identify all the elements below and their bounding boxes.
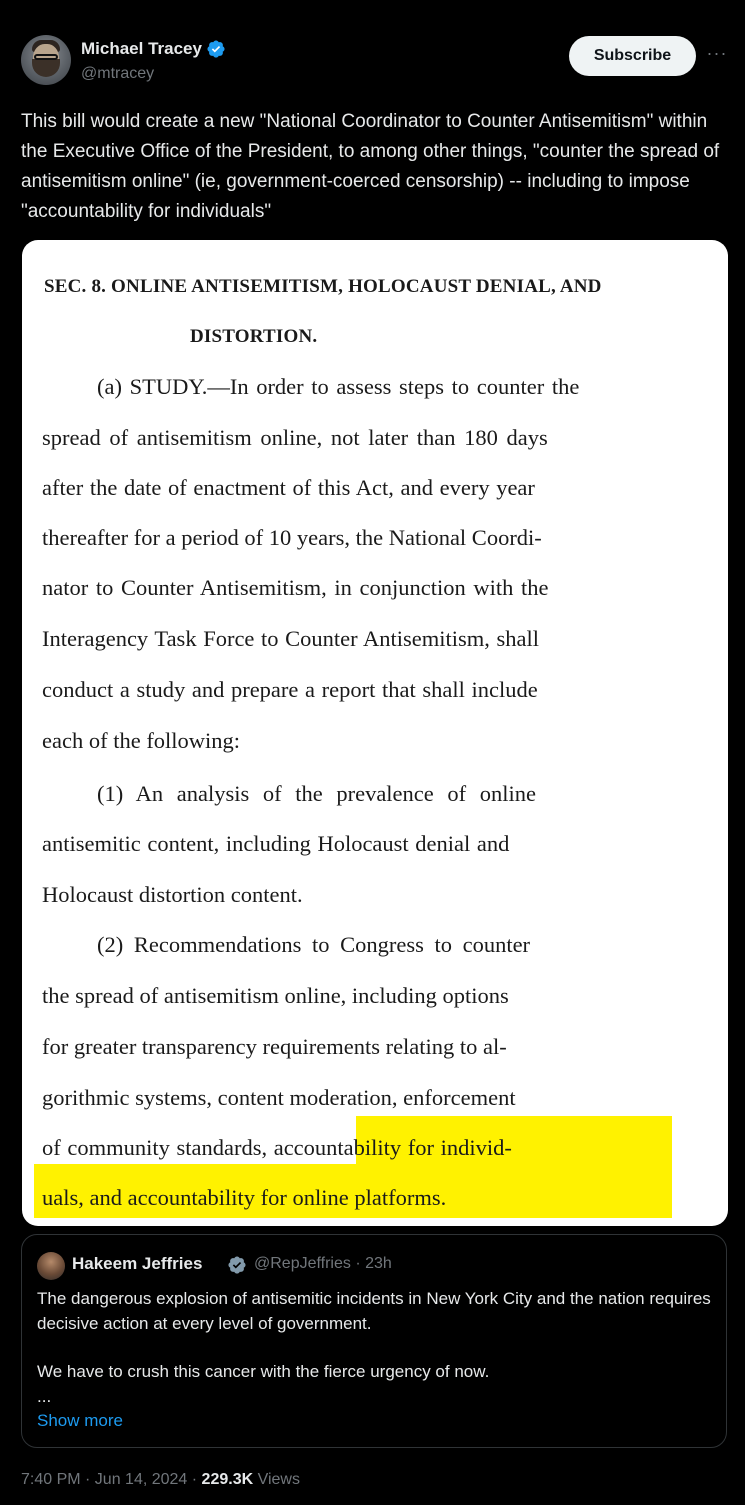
doc-line: Interagency Task Force to Counter Antisemitism, shall [42, 626, 540, 651]
doc-line: Holocaust distortion content. [42, 882, 303, 907]
doc-line: spread of antisemitism online, not later than 180 days [42, 425, 548, 450]
quoted-author-avatar [37, 1252, 65, 1280]
tweet-text: This bill would create a new "National Coordinator to Counter Antisemitism" within the Executive Office of the President, to among other things, "counter the spread of antisemitism online" (ie, government-coerced censorship) -- including to impose "accountability for individuals" [21, 111, 720, 222]
doc-line: gorithmic systems, content moderation, enforcement [42, 1085, 516, 1110]
quoted-paragraph: We have to crush this cancer with the fierce urgency of now. [37, 1362, 490, 1381]
doc-line: after the date of enactment of this Act, and every year [42, 475, 535, 500]
quoted-tweet[interactable] [21, 1234, 727, 1448]
doc-line: antisemitic content, including Holocaust denial and [42, 831, 510, 856]
doc-line: uals, and accountability for online platforms. [42, 1185, 447, 1210]
doc-line: (a) STUDY.—In order to assess steps to counter the [97, 374, 580, 399]
tweet-header [21, 35, 728, 91]
quoted-author-handle-time: @RepJeffries · 23h [254, 1255, 392, 1272]
tweet-timestamp[interactable]: 7:40 PM · Jun 14, 2024 · [21, 1471, 202, 1488]
verified-badge-icon [227, 1255, 247, 1275]
views-count[interactable]: 229.3K [201, 1471, 254, 1488]
show-more-link[interactable]: Show more [37, 1411, 123, 1430]
subscribe-button[interactable]: Subscribe [569, 36, 696, 76]
doc-line: each of the following: [42, 728, 241, 753]
doc-line: (1) An analysis of the prevalence of online [97, 781, 536, 806]
doc-line: DISTORTION. [190, 326, 318, 347]
doc-line: (2) Recommendations to Congress to counter [97, 932, 531, 957]
author-display-name[interactable]: Michael Tracey [81, 39, 202, 58]
quoted-paragraph: ... [37, 1386, 52, 1406]
doc-line: thereafter for a period of 10 years, the National Coordi- [42, 525, 542, 550]
quoted-tweet-text [37, 1287, 717, 1409]
author-handle[interactable]: @mtracey [81, 65, 155, 82]
quoted-author-name: Hakeem Jeffries [72, 1254, 203, 1273]
doc-line: nator to Counter Antisemitism, in conjunction with the [42, 575, 549, 600]
doc-line: conduct a study and prepare a report that shall include [42, 677, 538, 702]
doc-line: of community standards, accountability for individ- [42, 1135, 512, 1160]
author-name-row[interactable] [81, 39, 226, 59]
more-options-icon[interactable]: ··· [706, 43, 728, 63]
quoted-paragraph: The dangerous explosion of antisemitic incidents in New York City and the nation requires decisive action at every level of government. [37, 1289, 711, 1333]
doc-line: for greater transparency requirements relating to al- [42, 1034, 507, 1059]
document-page [22, 240, 728, 1226]
views-label: Views [253, 1471, 300, 1488]
author-avatar[interactable] [21, 35, 71, 85]
doc-line: SEC. 8. ONLINE ANTISEMITISM, HOLOCAUST DENIAL, AND [44, 276, 602, 297]
tweet-meta [21, 1471, 300, 1489]
attached-document-image[interactable] [22, 240, 728, 1226]
verified-badge-icon [206, 39, 226, 59]
doc-line: the spread of antisemitism online, including options [42, 983, 509, 1008]
